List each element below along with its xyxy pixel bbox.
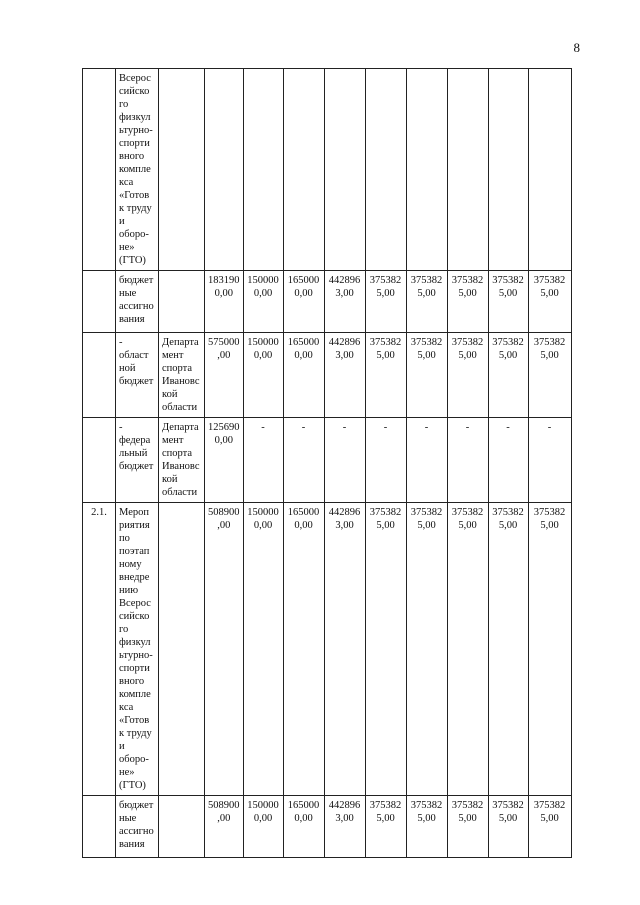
year-cell: 375382 5,00 [365, 271, 406, 333]
table-row [83, 796, 572, 858]
table-row [83, 271, 572, 333]
executor-cell [159, 69, 205, 271]
year-cell: 375382 5,00 [488, 271, 528, 333]
row-number-cell [83, 271, 116, 333]
year-cell: 165000 0,00 [283, 333, 324, 418]
year-cell: - [324, 418, 365, 503]
table-row [83, 69, 572, 271]
year-cell: 150000 0,00 [243, 271, 283, 333]
year-cell: 442896 3,00 [324, 503, 365, 796]
year-cell: 442896 3,00 [324, 796, 365, 858]
total-cell [205, 69, 244, 271]
year-cell: 150000 0,00 [243, 796, 283, 858]
executor-cell [159, 271, 205, 333]
year-cell [365, 69, 406, 271]
row-number-cell [83, 796, 116, 858]
page-number: 8 [573, 40, 580, 55]
year-cell: 165000 0,00 [283, 503, 324, 796]
year-cell: 375382 5,00 [528, 796, 571, 858]
year-cell: 165000 0,00 [283, 271, 324, 333]
table-row [83, 503, 572, 796]
total-cell: 575000 ,00 [205, 333, 244, 418]
year-cell: 375382 5,00 [488, 333, 528, 418]
year-cell [243, 69, 283, 271]
year-cell: 375382 5,00 [528, 503, 571, 796]
year-cell: 375382 5,00 [406, 503, 447, 796]
year-cell: - [488, 418, 528, 503]
year-cell: - [406, 418, 447, 503]
year-cell: 375382 5,00 [406, 796, 447, 858]
description-cell: бюджет ные ассигно вания [116, 271, 159, 333]
total-cell: 125690 0,00 [205, 418, 244, 503]
year-cell: 375382 5,00 [528, 333, 571, 418]
year-cell: 375382 5,00 [365, 503, 406, 796]
year-cell: - [528, 418, 571, 503]
year-cell: 375382 5,00 [406, 333, 447, 418]
year-cell: 150000 0,00 [243, 503, 283, 796]
description-cell: Мероп риятия по поэтап ному внедре нию Всерос сийско го физкул ьтурно- спорти вного компле кса «Готов к труду и оборо- не» (ГТО) [116, 503, 159, 796]
description-cell: - федера льный бюджет [116, 418, 159, 503]
year-cell: - [365, 418, 406, 503]
year-cell: 375382 5,00 [447, 503, 488, 796]
year-cell [406, 69, 447, 271]
year-cell: 375382 5,00 [488, 796, 528, 858]
budget-table [82, 68, 572, 858]
description-cell: Всерос сийско го физкул ьтурно- спорти вного компле кса «Готов к труду и оборо- не» (ГТО) [116, 69, 159, 271]
year-cell [447, 69, 488, 271]
year-cell: 165000 0,00 [283, 796, 324, 858]
year-cell: 375382 5,00 [447, 333, 488, 418]
year-cell: 375382 5,00 [406, 271, 447, 333]
year-cell: 375382 5,00 [365, 796, 406, 858]
total-cell: 183190 0,00 [205, 271, 244, 333]
executor-cell [159, 503, 205, 796]
row-number-cell [83, 69, 116, 271]
year-cell: 375382 5,00 [528, 271, 571, 333]
year-cell: - [447, 418, 488, 503]
executor-cell: Департа мент спорта Ивановс кой области [159, 333, 205, 418]
row-number-cell [83, 333, 116, 418]
year-cell: 375382 5,00 [365, 333, 406, 418]
year-cell: 375382 5,00 [488, 503, 528, 796]
executor-cell [159, 796, 205, 858]
year-cell [283, 69, 324, 271]
table-row [83, 333, 572, 418]
total-cell: 508900 ,00 [205, 503, 244, 796]
row-number-cell [83, 418, 116, 503]
row-number-cell: 2.1. [83, 503, 116, 796]
year-cell: 375382 5,00 [447, 271, 488, 333]
executor-cell: Департа мент спорта Ивановс кой области [159, 418, 205, 503]
total-cell: 508900 ,00 [205, 796, 244, 858]
table-row [83, 418, 572, 503]
year-cell [324, 69, 365, 271]
year-cell: 442896 3,00 [324, 333, 365, 418]
year-cell: - [283, 418, 324, 503]
year-cell: 442896 3,00 [324, 271, 365, 333]
year-cell: 375382 5,00 [447, 796, 488, 858]
year-cell [488, 69, 528, 271]
year-cell: - [243, 418, 283, 503]
description-cell: бюджет ные ассигно вания [116, 796, 159, 858]
year-cell [528, 69, 571, 271]
year-cell: 150000 0,00 [243, 333, 283, 418]
description-cell: - област ной бюджет [116, 333, 159, 418]
